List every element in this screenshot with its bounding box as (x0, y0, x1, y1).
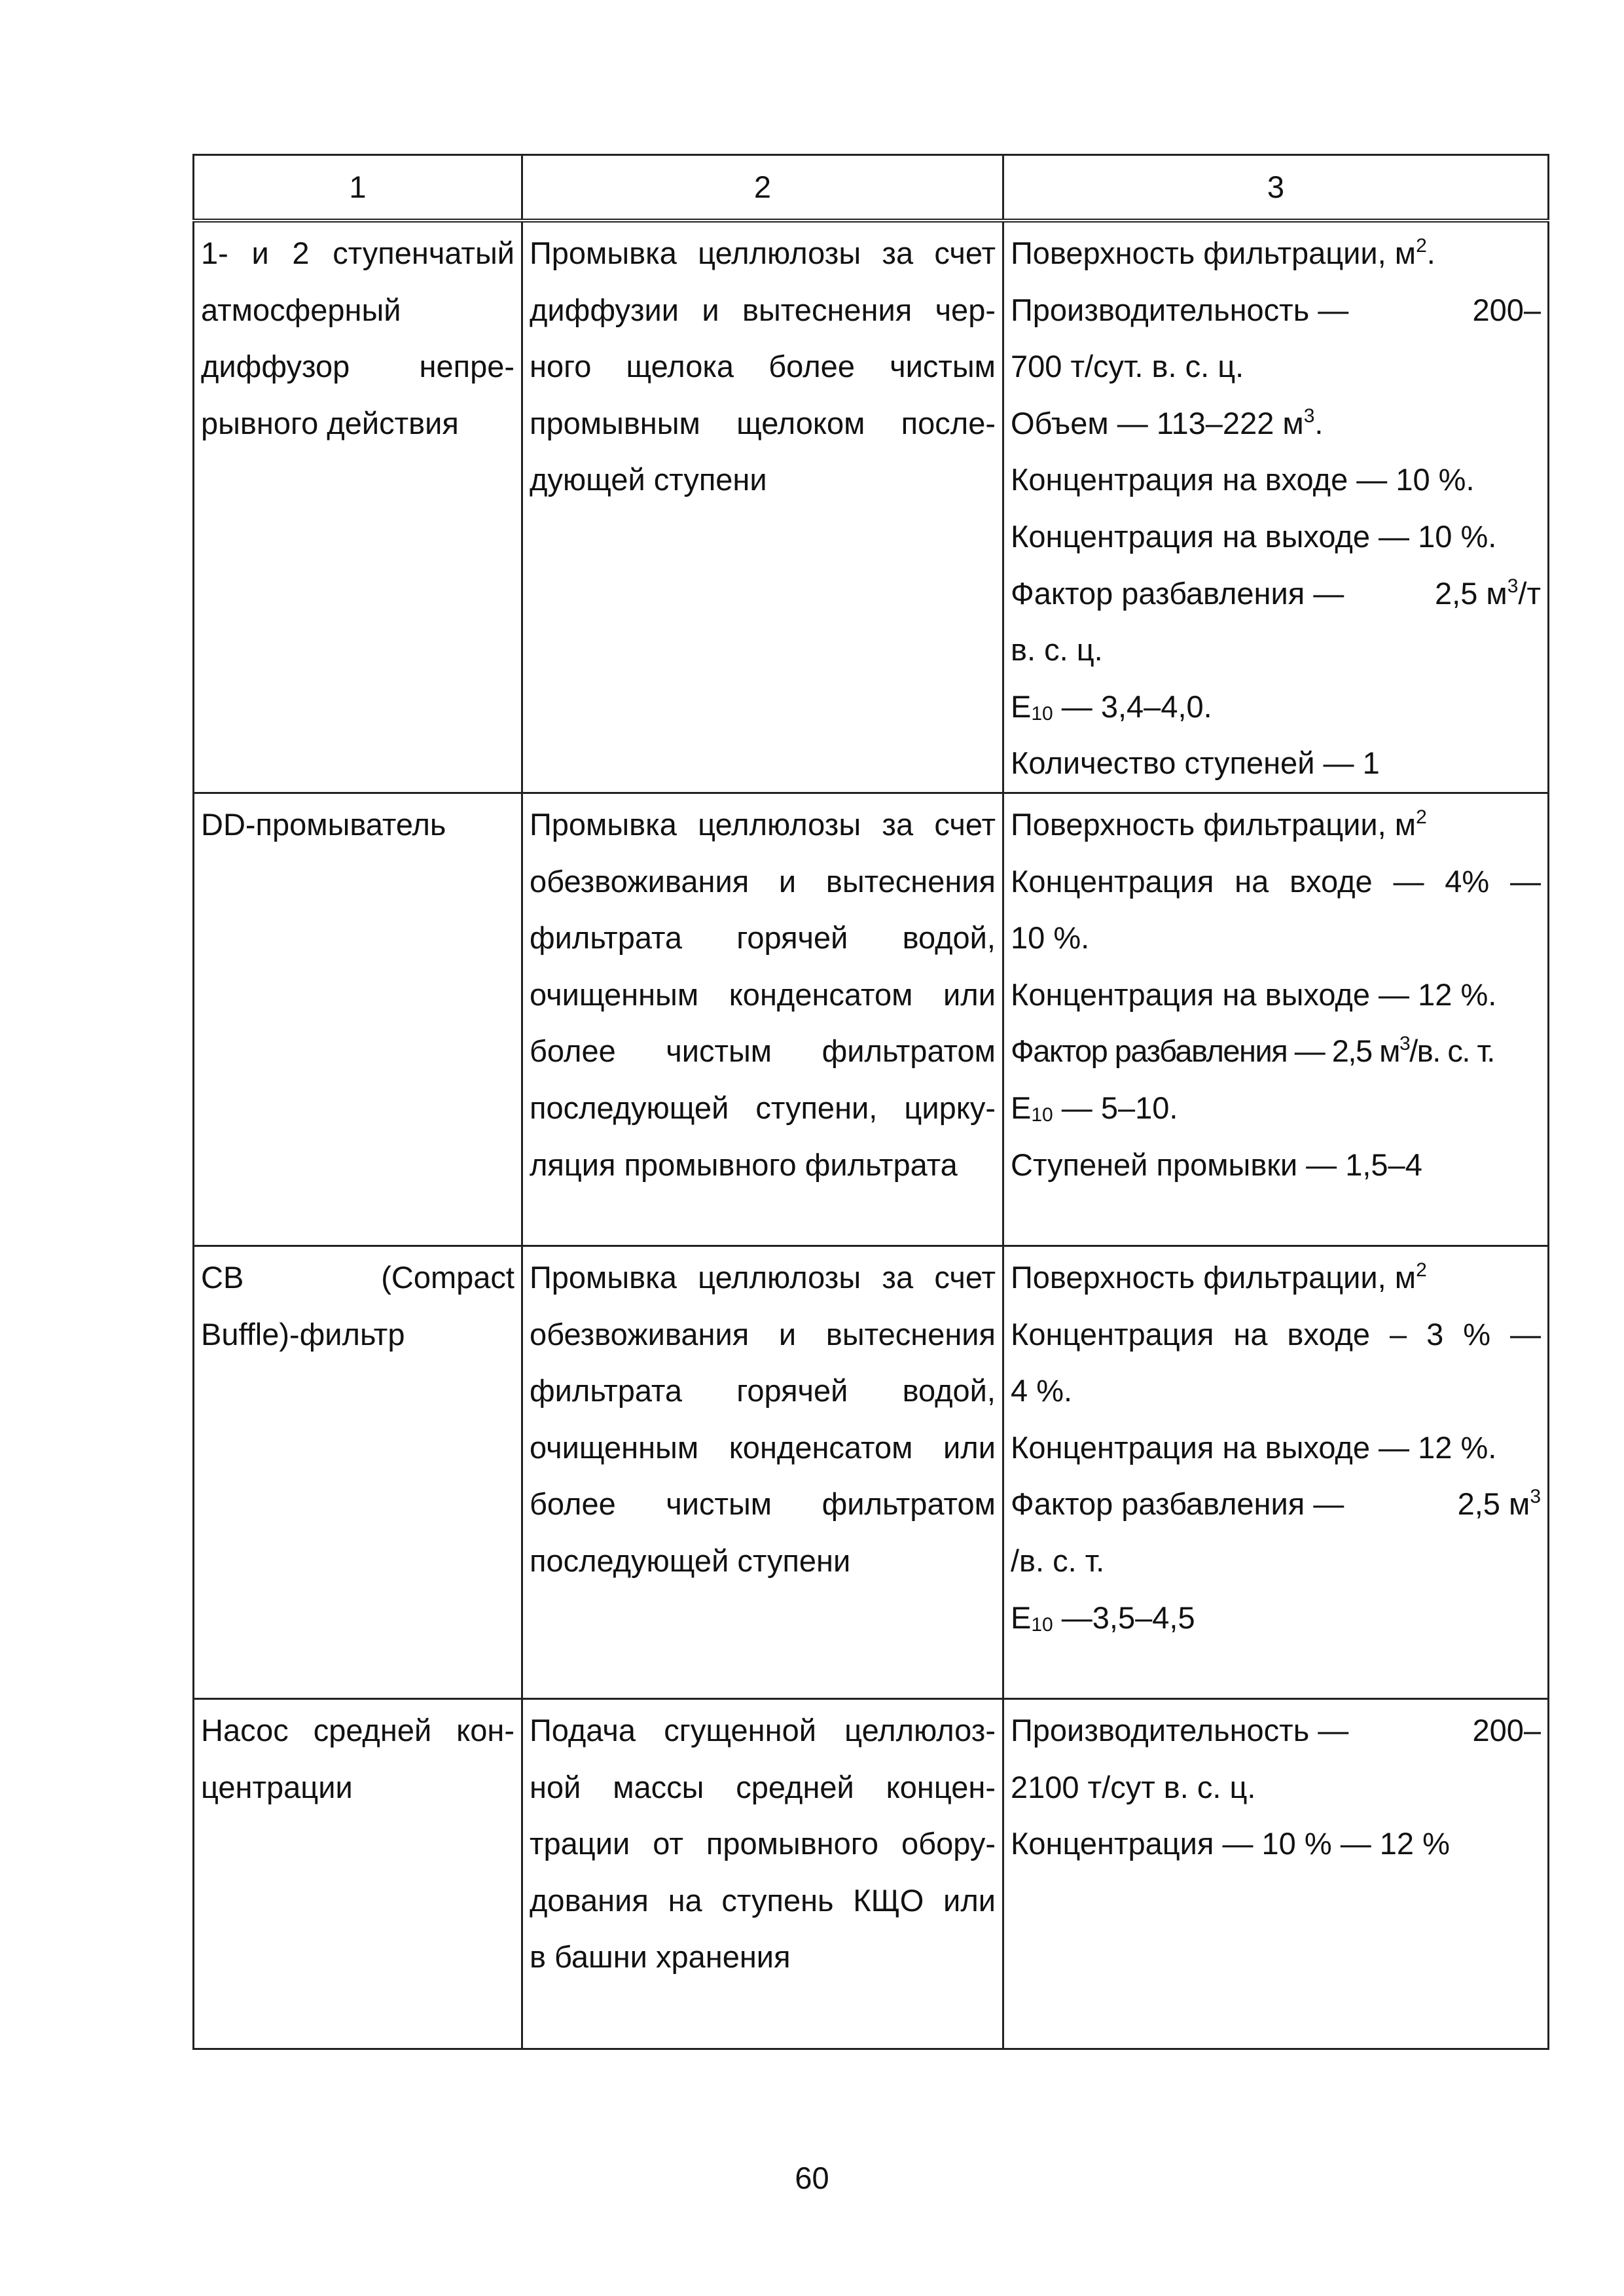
spec-line: Поверхность фильтрации, $м^2$. (1011, 235, 1435, 270)
spec-line: Производительность — 200– (1011, 1712, 1541, 1748)
spec-line: Концентрация на выходе — 12 %. (1011, 977, 1497, 1012)
specs-cell (1003, 221, 1549, 793)
spec-line: Ступеней промывки — 1,5–4 (1011, 1147, 1422, 1182)
text-line: Промывка целлюлозы за счет (530, 1259, 996, 1295)
purpose-cell (522, 1246, 1003, 1698)
spec-line: Концентрация на выходе — 10 %. (1011, 518, 1497, 554)
text-line: ной массы средней концен- (530, 1769, 996, 1804)
text-line: обезвоживания и вытеснения (530, 1316, 996, 1352)
spec-line: $E_{10}$ —3,5–4,5 (1011, 1600, 1195, 1636)
spec-line: Концентрация — 10 % — 12 % (1011, 1826, 1450, 1861)
equipment-name-cell (194, 221, 522, 793)
text-line: Насос средней кон- (201, 1712, 514, 1748)
spec-line: /в. с. т. (1011, 1543, 1105, 1578)
text-line: CB (Compact (201, 1259, 514, 1295)
text-line: последующей ступени (530, 1543, 851, 1578)
spec-line: 700 т/сут. в. с. ц. (1011, 349, 1244, 384)
table-row (194, 1698, 1549, 2049)
spec-line: $E_{10}$ — 5–10. (1011, 1090, 1178, 1126)
spec-line: Фактор разбавления — 2,5 $м^3$ (1011, 1486, 1541, 1522)
spec-line: 2100 т/сут в. с. ц. (1011, 1769, 1256, 1804)
spec-line: Производительность — 200– (1011, 292, 1541, 327)
text-line: очищенным конденсатом или (530, 1429, 996, 1465)
table-row (194, 1246, 1549, 1698)
spec-line: Концентрация на выходе — 12 %. (1011, 1429, 1497, 1465)
text-line: диффузор непре- (201, 349, 514, 384)
spec-line: в. с. ц. (1011, 632, 1103, 668)
spec-line: Поверхность фильтрации, $м^2$ (1011, 806, 1427, 842)
specs-cell (1003, 793, 1549, 1246)
text-line: атмосферный (201, 292, 401, 327)
purpose-cell (522, 1698, 1003, 2049)
spec-line: Концентрация на входе – 3 % — (1011, 1316, 1541, 1352)
table-header-row (194, 155, 1549, 221)
text-line: Промывка целлюлозы за счет (530, 236, 996, 270)
spec-line: Объем — 113–222 $м^3$. (1011, 404, 1324, 440)
spec-line: Концентрация на входе — 10 %. (1011, 462, 1475, 497)
text-line: последующей ступени, цирку- (530, 1090, 996, 1125)
text-line: Buffle)-фильтр (201, 1316, 405, 1352)
text-line: трации от промывного обору- (530, 1826, 996, 1861)
table-row (194, 793, 1549, 1246)
spec-line: Фактор разбавления — 2,5 $м^3/в$. с. т. (1011, 1033, 1494, 1069)
purpose-cell (522, 221, 1003, 793)
page-number: 60 (795, 2161, 829, 2195)
text-line: диффузии и вытеснения чер- (530, 292, 996, 327)
text-line: дующей ступени (530, 462, 767, 497)
specs-cell (1003, 1246, 1549, 1698)
purpose-cell (522, 793, 1003, 1246)
specs-cell (1003, 1698, 1549, 2049)
text-line: фильтрата горячей водой, (530, 920, 996, 956)
spec-line: Количество ступеней — 1 (1011, 745, 1380, 781)
header-cell-2: 2 (522, 155, 1003, 221)
text-line: DD-промыватель (201, 806, 446, 842)
text-line: дования на ступень КЩО или (530, 1882, 996, 1918)
table-row (194, 221, 1549, 793)
header-cell-1: 1 (194, 155, 522, 221)
header-cell-3: 3 (1003, 155, 1549, 221)
spec-line: $E_{10}$ — 3,4–4,0. (1011, 689, 1212, 725)
spec-line: Фактор разбавления — 2,5 $м^3/т$ (1011, 575, 1541, 611)
text-line: Подача сгущенной целлюлоз- (530, 1712, 996, 1748)
text-line: фильтрата горячей водой, (530, 1373, 996, 1408)
text-line: 1- и 2 ступенчатый (201, 236, 514, 270)
spec-line: 10 %. (1011, 920, 1090, 956)
equipment-name-cell (194, 1246, 522, 1698)
equipment-name-cell (194, 793, 522, 1246)
text-line: рывного действия (201, 405, 459, 440)
equipment-table (192, 154, 1549, 2050)
text-line: более чистым фильтратом (530, 1033, 996, 1069)
spec-line: 4 %. (1011, 1373, 1073, 1408)
spec-line: Концентрация на входе — 4% — (1011, 863, 1541, 899)
text-line: в башни хранения (530, 1939, 791, 1975)
text-line: промывным щелоком после- (530, 405, 996, 440)
text-line: очищенным конденсатом или (530, 977, 996, 1012)
text-line: ного щелока более чистым (530, 349, 996, 384)
text-line: ляция промывного фильтрата (530, 1147, 958, 1182)
text-line: более чистым фильтратом (530, 1486, 996, 1522)
text-line: обезвоживания и вытеснения (530, 863, 996, 899)
spec-line: Поверхность фильтрации, $м^2$ (1011, 1259, 1427, 1295)
text-line: Промывка целлюлозы за счет (530, 806, 996, 842)
text-line: центрации (201, 1769, 353, 1804)
equipment-name-cell (194, 1698, 522, 2049)
